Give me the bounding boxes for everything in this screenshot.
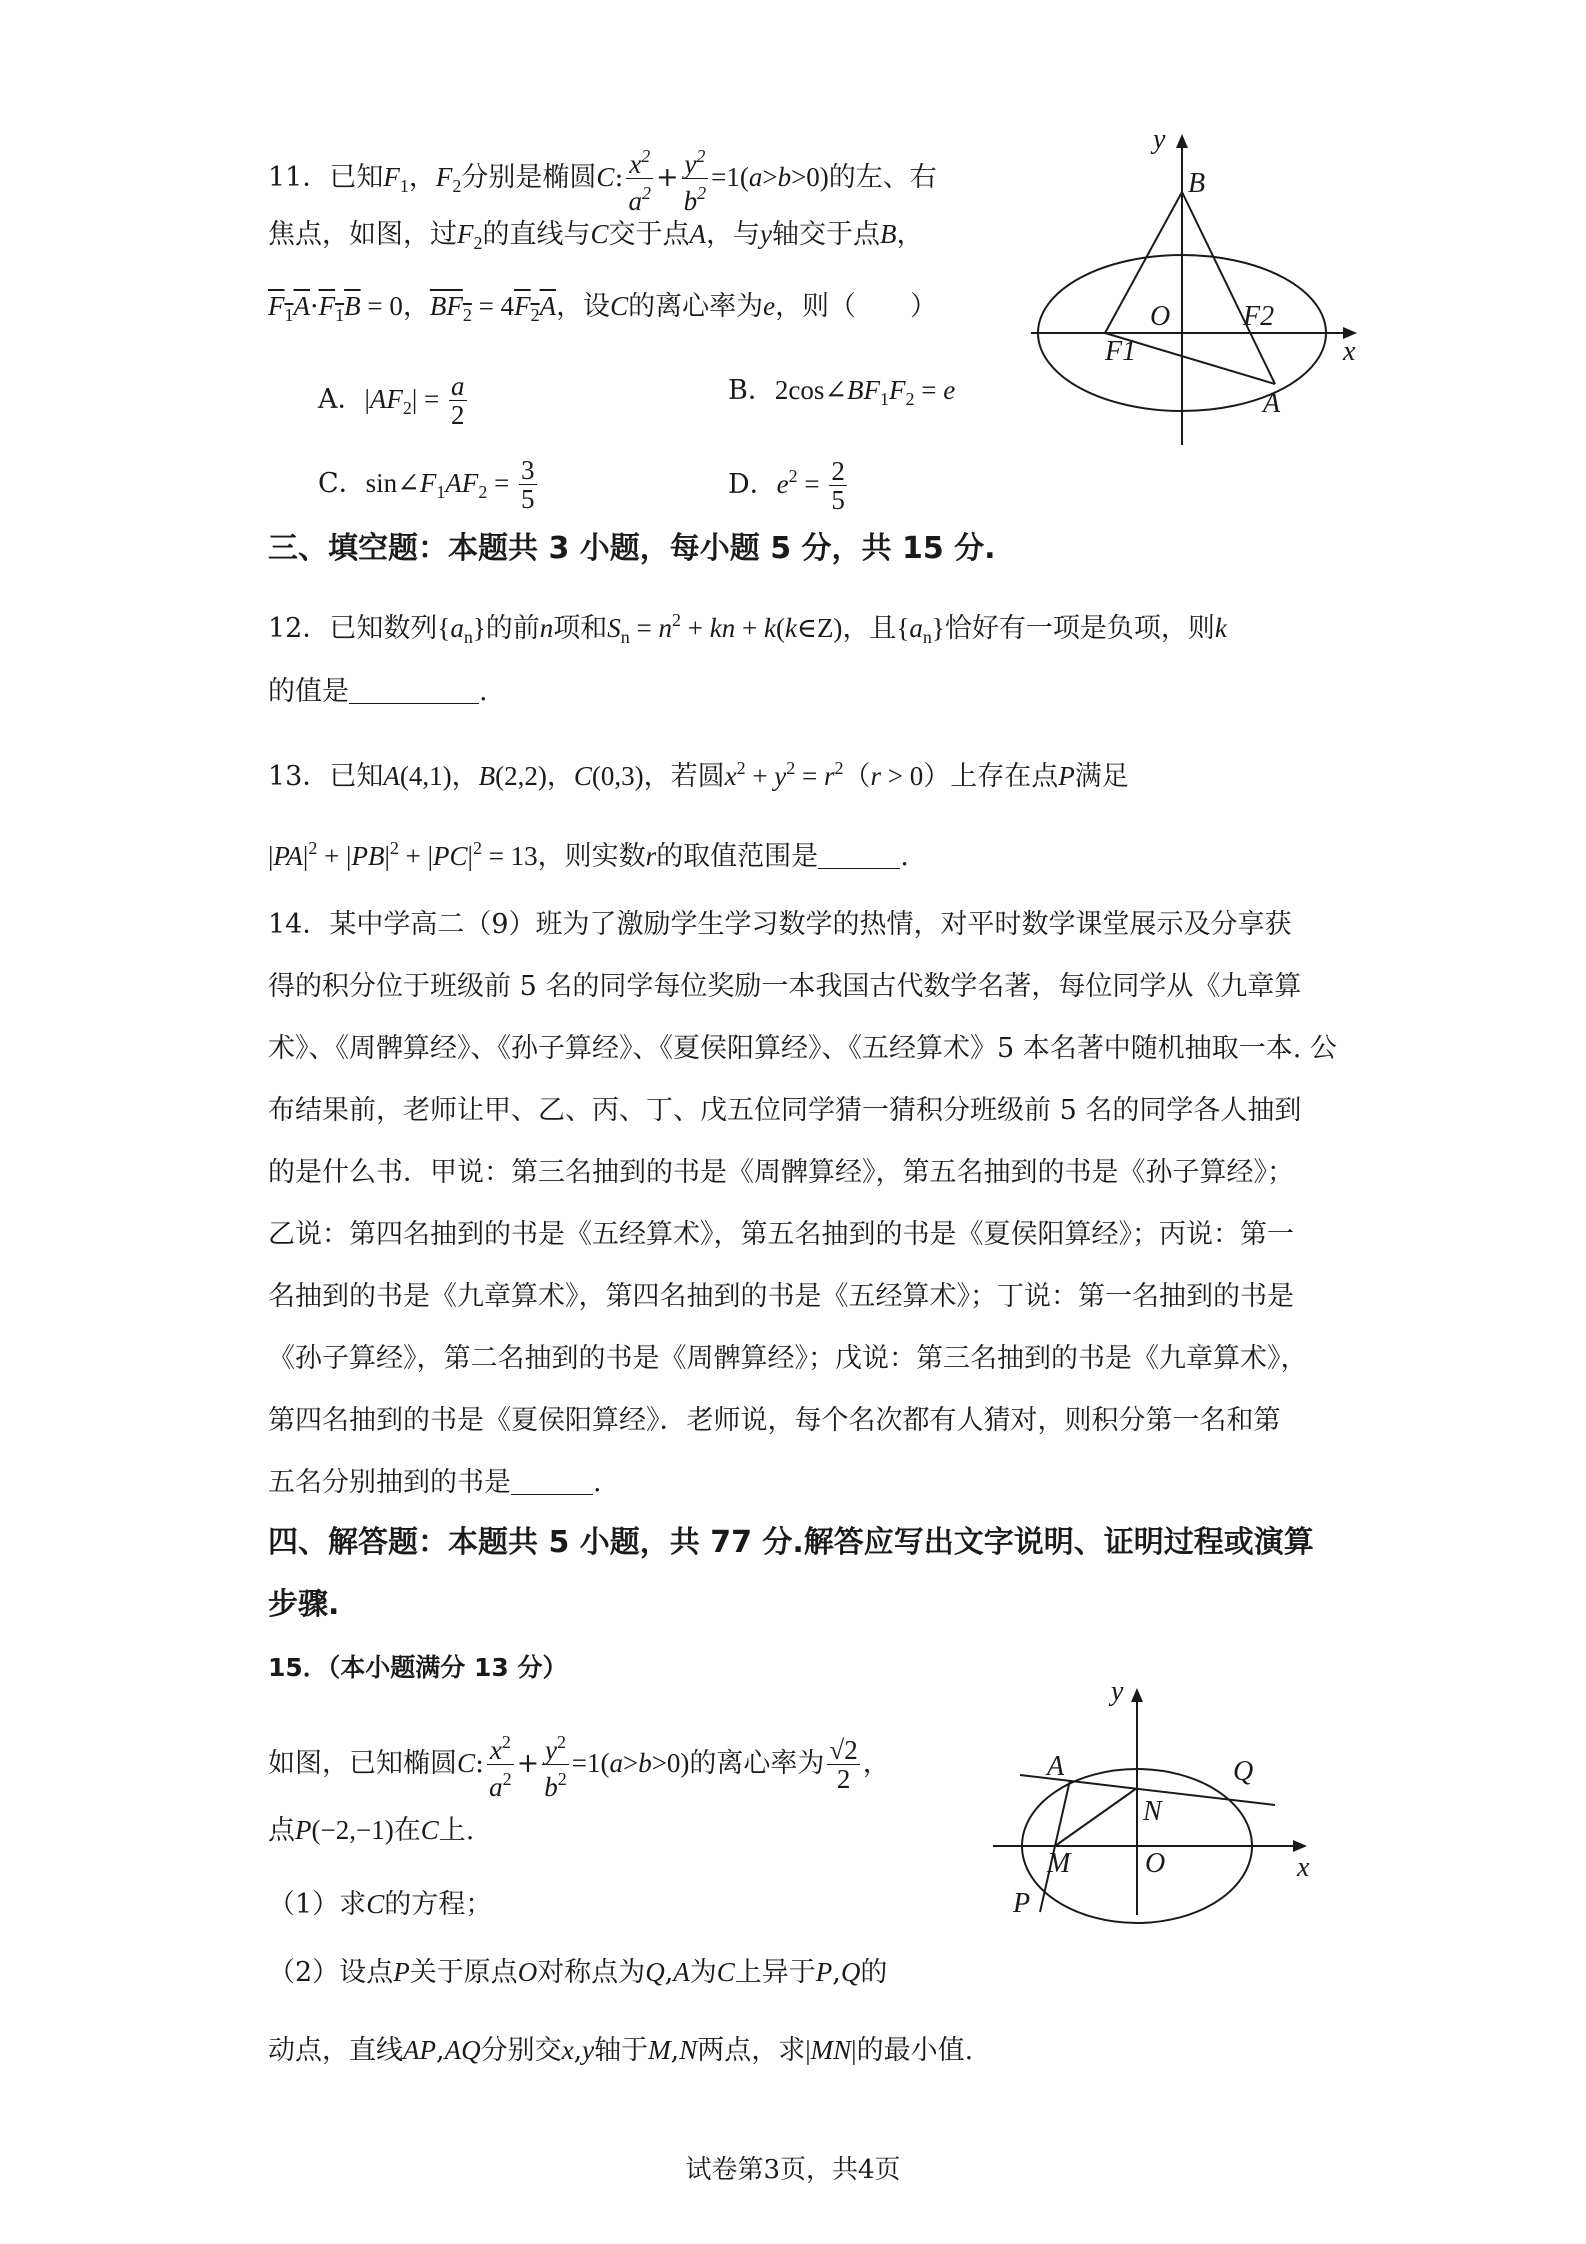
q14-line8: 《孙子算经》，第二名抽到的书是《周髀算经》；戊说：第三名抽到的书是《九章算术》， xyxy=(268,1343,1308,1374)
y-axis-arrow xyxy=(1176,134,1188,148)
q14-line6: 乙说：第四名抽到的书是《五经算术》，第五名抽到的书是《夏侯阳算经》；丙说：第一 xyxy=(268,1219,1294,1250)
label-b: B xyxy=(1188,168,1206,199)
section3-title: 三、填空题：本题共 3 小题，每小题 5 分，共 15 分. xyxy=(268,531,996,566)
section4-title-line2: 步骤. xyxy=(268,1587,340,1622)
label-y: y xyxy=(1153,124,1166,155)
q11-option-c: C．$\sin\angle F_1AF_2$ = $\frac{3}{5}$ xyxy=(318,455,535,514)
q14-line1: 14．某中学高二（9）班为了激励学生学习数学的热情，对平时数学课堂展示及分享获 xyxy=(268,909,1292,940)
label-p: P xyxy=(1013,1888,1031,1919)
section4-title-line1: 四、解答题：本题共 5 小题，共 77 分.解答应写出文字说明、证明过程或演算 xyxy=(268,1525,1314,1560)
q15-header: 15．（本小题满分 13 分） xyxy=(268,1653,568,1682)
label-f2: F2 xyxy=(1243,301,1275,332)
question-number: 11． xyxy=(268,162,330,193)
q14-line3: 术》、《周髀算经》、《孙子算经》、《夏侯阳算经》、《五经算术》5 本名著中随机抽取一本. 公 xyxy=(268,1033,1337,1064)
q14-line2: 得的积分位于班级前 5 名的同学每位奖励一本我国古代数学名著，每位同学从《九章算 xyxy=(268,971,1302,1002)
q14-line9: 第四名抽到的书是《夏侯阳算经》．老师说，每个名次都有人猜对，则积分第一名和第 xyxy=(268,1405,1281,1436)
label-o: O xyxy=(1145,1848,1166,1879)
q15-ellipse-figure xyxy=(985,1680,1325,1930)
q13-line2: $|PA|^2 + |PB|^2 + |PC|^2 = 13$，则实数r的取值范围是 . xyxy=(268,838,909,872)
q15-part1: （1）求C的方程； xyxy=(268,1889,493,1920)
q11-ellipse-figure xyxy=(1025,120,1375,455)
q11-line1: 11．已知$F_1$，$F_2$分别是椭圆C: $\frac{x^2}{a^2}$ + $\frac{y^2}{b^2}$ =1(a>b>0)的左、右 xyxy=(268,142,937,215)
label-a: A xyxy=(1047,1751,1065,1782)
answer-blank[interactable] xyxy=(818,844,900,869)
q14-line10: 五名分别抽到的书是 . xyxy=(268,1467,602,1498)
q15-line2: 点P(−2,−1)在C上. xyxy=(268,1815,475,1846)
q13-line1: 13．已知A(4,1)，B(2,2)，C(0,3)，若圆$x^2 + y^2 = r^2(r > 0)$上存在点P满足 xyxy=(268,758,1129,792)
q11-line2: 焦点，如图，过$F_2$的直线与C交于点A，与y轴交于点B， xyxy=(268,219,924,253)
q14-line7: 名抽到的书是《九章算术》，第四名抽到的书是《五经算术》；丁说：第一名抽到的书是 xyxy=(268,1281,1294,1312)
label-a: A xyxy=(1263,388,1281,419)
answer-blank[interactable] xyxy=(349,679,479,704)
q12-line1: 12．已知数列$\{a_n\}$的前n项和$S_n = n^2$ + kn + k(k∈Z)，且$\{a_n\}$恰好有一项是负项，则k xyxy=(268,610,1227,647)
q14-line5: 的是什么书．甲说：第三名抽到的书是《周髀算经》，第五名抽到的书是《孙子算经》； xyxy=(268,1157,1294,1188)
label-y: y xyxy=(1111,1680,1124,1707)
x-axis-arrow xyxy=(1293,1840,1307,1852)
label-o: O xyxy=(1150,301,1171,332)
label-q: Q xyxy=(1233,1756,1254,1787)
page-footer: 试卷第3页，共4页 xyxy=(685,2155,901,2185)
q15-part2-line2: 动点，直线AP,AQ分别交x,y轴于M,N两点，求|MN|的最小值. xyxy=(268,2035,974,2066)
segment-b-a xyxy=(1182,192,1275,384)
q14-line4: 布结果前，老师让甲、乙、丙、丁、戊五位同学猜一猜积分班级前 5 名的同学各人抽到 xyxy=(268,1095,1302,1126)
label-x: x xyxy=(1343,336,1356,367)
q12-line2: 的值是 . xyxy=(268,676,488,707)
q11-line3: $F_1A\cdot F_1B = 0$，$BF_2 = 4F_2A$，设C的离心率为e，则（ ） xyxy=(268,291,938,325)
answer-blank[interactable] xyxy=(511,1470,593,1495)
line-m-n xyxy=(1055,1788,1137,1846)
label-x: x xyxy=(1297,1852,1310,1883)
label-f1: F1 xyxy=(1105,336,1137,367)
q11-option-a: A．$|AF_2|$ = $\frac{a}{2}$ xyxy=(318,371,465,430)
q11-option-b: B．$2\cos\angle BF_1F_2 = e$ xyxy=(728,375,956,409)
label-m: M xyxy=(1047,1848,1071,1879)
label-n: N xyxy=(1143,1796,1162,1827)
y-axis-arrow xyxy=(1131,1688,1143,1702)
q15-line1: 如图，已知椭圆C: $\frac{x^2}{a^2}$ + $\frac{y^2}{b^2}$ =1(a>b>0)的离心率为 $\frac{√2}{2}$ ， xyxy=(268,1728,890,1801)
q15-part2-line1: （2）设点P关于原点O对称点为Q,A为C上异于P,Q的 xyxy=(268,1957,888,1988)
q11-option-d: D．$e^2$ = $\frac{2}{5}$ xyxy=(728,456,845,515)
